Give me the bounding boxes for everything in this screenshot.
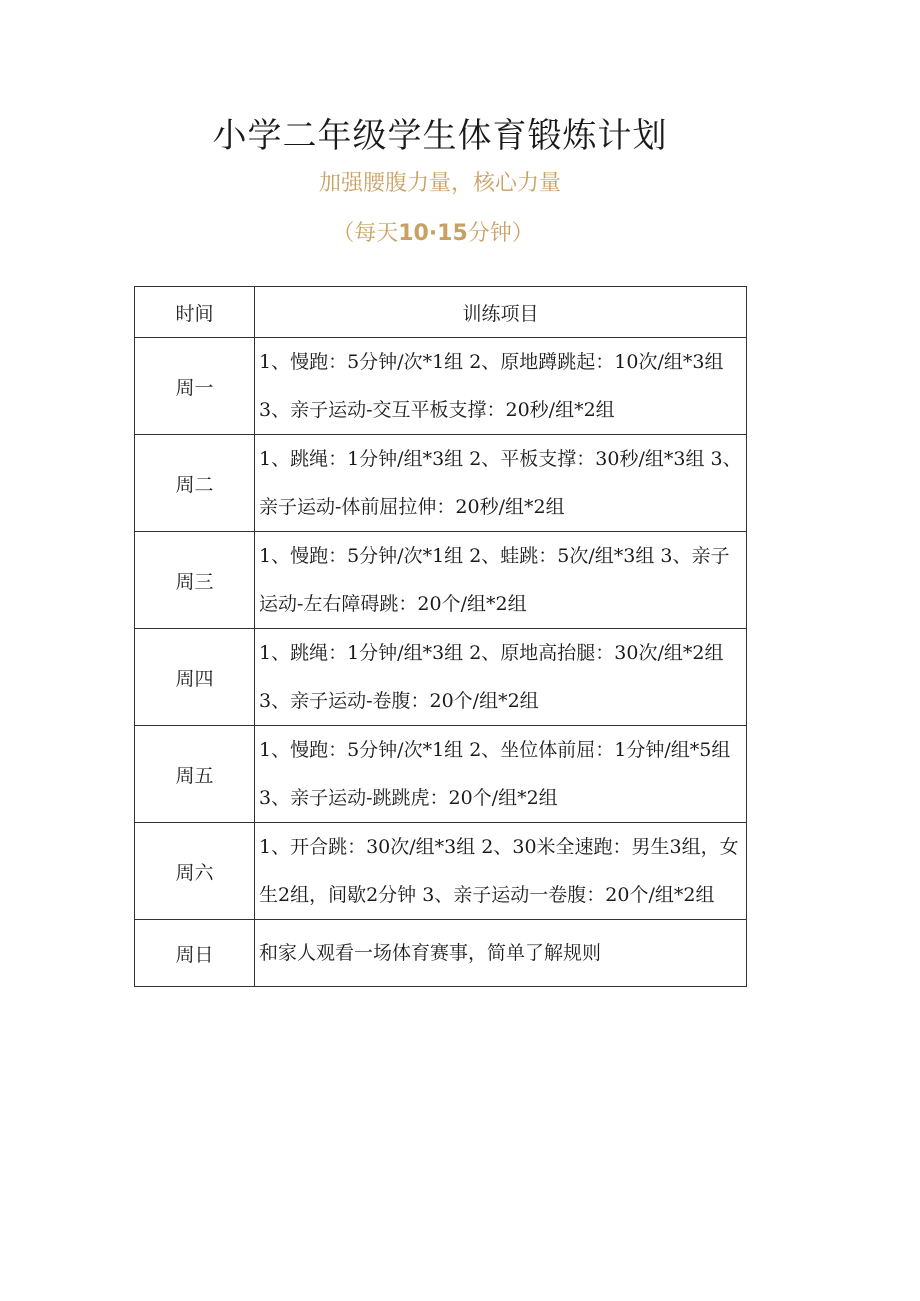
document-subtitle: 加强腰腹力量，核心力量 [318,171,561,196]
row-day: 周二 [135,435,255,532]
row-items: 1、慢跑：5分钟/次*1组 2、坐位体前屈：1分钟/组*5组 3、亲子运动-跳跳虎：20个/组*2组 [255,726,747,823]
row-items: 1、慢跑：5分钟/次*1组 2、原地蹲跳起：10次/组*3组 3、亲子运动-交互平板支撑：20秒/组*2组 [255,338,747,435]
row-items: 1、跳绳：1分钟/组*3组 2、原地高抬腿：30次/组*2组 3、亲子运动-卷腹：20个/组*2组 [255,629,747,726]
training-plan-table [134,286,747,987]
table-header-row [135,287,747,338]
row-items: 和家人观看一场体育赛事，简单了解规则 [255,920,747,987]
table-row [135,823,747,920]
duration-value: 10·15 [398,221,468,246]
row-day: 周一 [135,338,255,435]
table-row [135,726,747,823]
row-day: 周六 [135,823,255,920]
daily-duration [0,216,866,247]
row-items: 1、慢跑：5分钟/次*1组 2、蛙跳：5次/组*3组 3、亲子运动-左右障碍跳：20个/组*2组 [255,532,747,629]
table-row [135,920,747,987]
document-title: 小学二年级学生体育锻炼计划 [212,116,668,156]
header-training-items: 训练项目 [255,287,747,338]
row-items: 1、跳绳：1分钟/组*3组 2、平板支撑：30秒/组*3组 3、亲子运动-体前屈拉伸：20秒/组*2组 [255,435,747,532]
row-day: 周三 [135,532,255,629]
duration-open: （每天 [332,221,399,246]
table-row [135,435,747,532]
row-day: 周四 [135,629,255,726]
row-day: 周日 [135,920,255,987]
table-row [135,629,747,726]
row-day: 周五 [135,726,255,823]
row-items: 1、开合跳：30次/组*3组 2、30米全速跑：男生3组，女生2组，间歇2分钟 3、亲子运动一卷腹：20个/组*2组 [255,823,747,920]
header-time: 时间 [135,287,255,338]
table-row [135,532,747,629]
duration-close: 分钟） [467,221,534,246]
table-row [135,338,747,435]
